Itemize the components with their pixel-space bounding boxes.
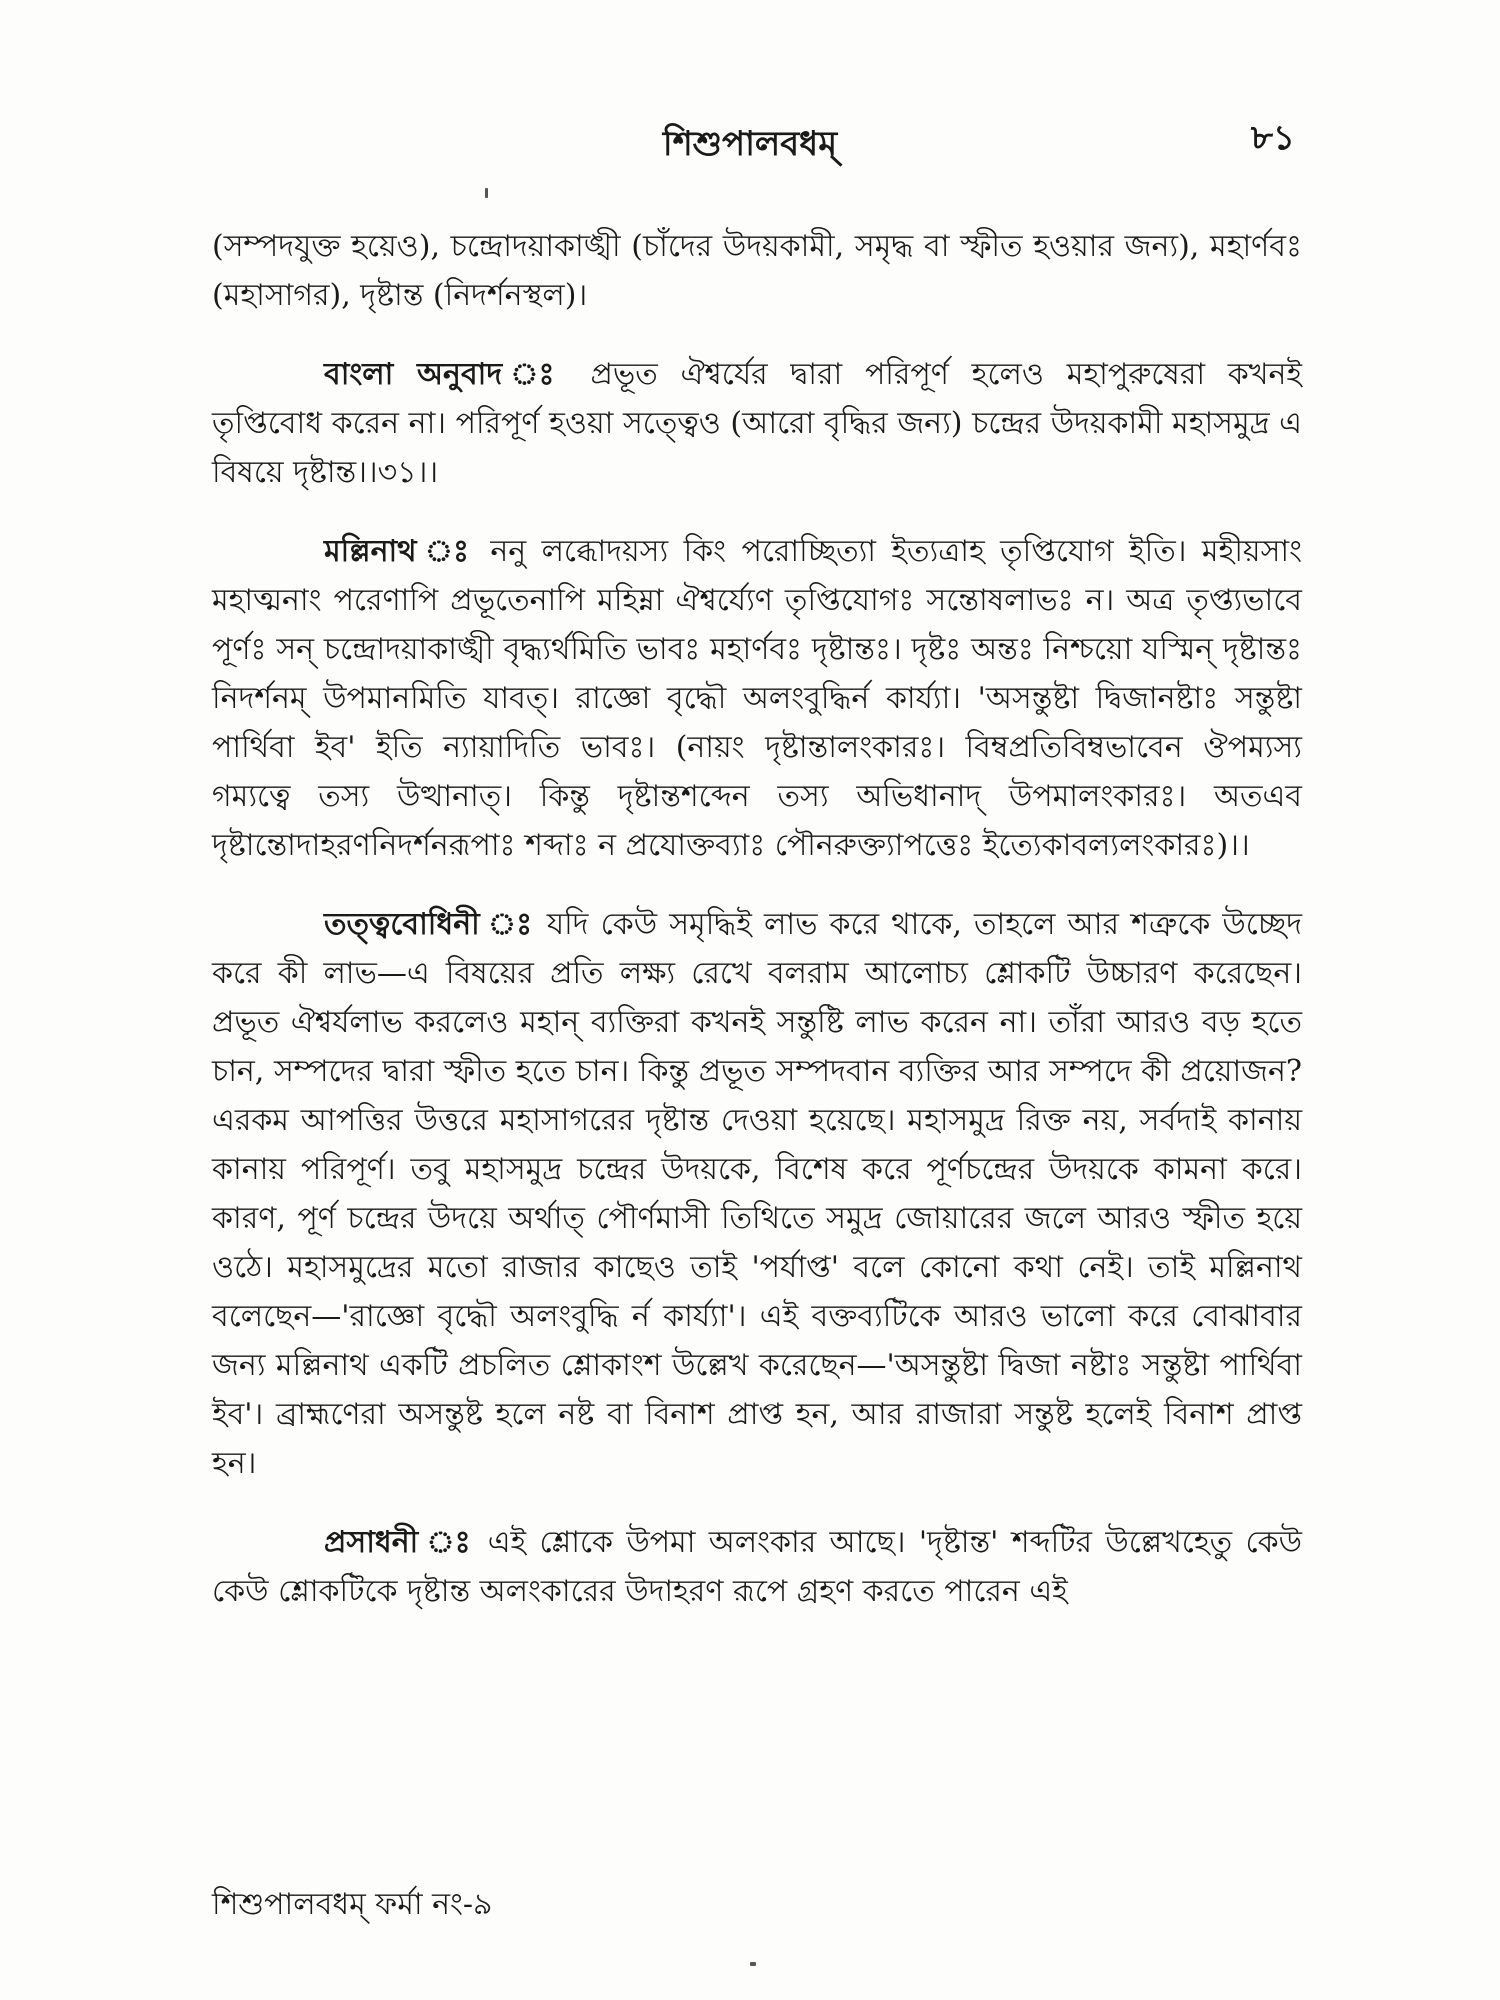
paragraph-mallinatha-commentary <box>212 527 1302 870</box>
paragraph-tattvabodhini <box>212 900 1302 1488</box>
section-label-translation: বাংলা অনুবাদ ঃ <box>324 357 568 392</box>
section-label-mallinatha: মল্লিনাথ ঃ <box>324 534 475 569</box>
section-label-tattvabodhini: তত্ত্ববোধিনী ঃ <box>324 907 535 942</box>
body-text <box>212 222 1302 1646</box>
footer-signature: শিশুপালবধম্ ফর্মা নং-৯ <box>212 1887 493 1922</box>
paragraph-prasadhani <box>212 1518 1302 1616</box>
running-head-title: শিশুপালবধম্ <box>662 124 838 164</box>
section-label-prasadhani: প্রসাধনী ঃ <box>324 1525 475 1560</box>
scan-speck <box>485 188 488 198</box>
scan-speck <box>750 1962 756 1966</box>
paragraph-text: এই শ্লোকে উপমা অলংকার আছে। 'দৃষ্টান্ত' শব্দটির উল্লেখহেতু কেউ কেউ শ্লোকটিকে দৃষ্টান্ত অলংকারের উদাহরণ রূপে গ্রহণ করতে পারেন এই <box>212 1525 1302 1609</box>
paragraph-text: প্রভূত ঐশ্বর্যের দ্বারা পরিপূর্ণ হলেও মহাপুরুষেরা কখনই তৃপ্তিবোধ করেন না। পরিপূর্ণ হওয়া সত্ত্বেও (আরো বৃদ্ধির জন্য) চন্দ্রের উদয়কামী মহাসমুদ্র এ বিষয়ে দৃষ্টান্ত।।৩১।। <box>212 357 1303 490</box>
page-number: ৮১ <box>1250 118 1295 158</box>
paragraph-bangla-translation <box>212 350 1302 497</box>
paragraph-text: যদি কেউ সমৃদ্ধিই লাভ করে থাকে, তাহলে আর শত্রুকে উচ্ছেদ করে কী লাভ—এ বিষয়ের প্রতি লক্ষ্য রেখে বলরাম আলোচ্য শ্লোকটি উচ্চারণ করেছেন। প্রভূত ঐশ্বর্যলাভ করলেও মহান্ ব্যক্তিরা কখনই সন্তুষ্টি লাভ করেন না। তাঁরা আরও বড় হতে চান, সম্পদের দ্বারা স্ফীত হতে চান। কিন্তু প্রভূত সম্পদবান ব্যক্তির আর সম্পদে কী প্রয়োজন? এরকম আপত্তির উত্তরে মহাসাগরের দৃষ্টান্ত দেওয়া হয়েছে। মহাসমুদ্র রিক্ত নয়, সর্বদাই কানায় কানায় পরিপূর্ণ। তবু মহাসমুদ্র চন্দ্রের উদয়কে, বিশেষ করে পূর্ণচন্দ্রের উদয়কে কামনা করে। কারণ, পূর্ণ চন্দ্রের উদয়ে অর্থাত্ পৌর্ণমাসী তিথিতে সমুদ্র জোয়ারের জলে আরও স্ফীত হয়ে ওঠে। মহাসমুদ্রের মতো রাজার কাছেও তাই 'পর্যাপ্ত' বলে কোনো কথা নেই। তাই মল্লিনাথ বলেছেন—'রাজ্ঞো বৃদ্ধৌ অলংবুদ্ধি র্ন কার্য্যা'। এই বক্তব্যটিকে আরও ভালো করে বোঝাবার জন্য মল্লিনাথ একটি প্রচলিত শ্লোকাংশ উল্লেখ করেছেন—'অসন্তুষ্টা দ্বিজা নষ্টাঃ সন্তুষ্টা পার্থিবা ইব'। ব্রাহ্মণেরা অসন্তুষ্ট হলে নষ্ট বা বিনাশ প্রাপ্ত হন, আর রাজারা সন্তুষ্ট হলেই বিনাশ প্রাপ্ত হন। <box>212 907 1302 1481</box>
paragraph-text: ননু লব্ধোদয়স্য কিং পরোচ্ছিত্যা ইত্যত্রাহ তৃপ্তিযোগ ইতি। মহীয়সাং মহাত্মনাং পরেণাপি প্রভূতেনাপি মহিম্না ঐশ্বর্য্যেণ তৃপ্তিযোগঃ সন্তোষলাভঃ ন। অত্র তৃপ্ত্যভাবে পূর্ণঃ সন্ চন্দ্রোদয়াকাঙ্খী বৃদ্ধ্যর্থমিতি ভাবঃ মহার্ণবঃ দৃষ্টান্তঃ। দৃষ্টঃ অন্তঃ নিশ্চয়ো যস্মিন্ দৃষ্টান্তঃ নিদর্শনম্ উপমানমিতি যাবত্। রাজ্ঞো বৃদ্ধৌ অলংবুদ্ধির্ন কার্য্যা। 'অসন্তুষ্টা দ্বিজানষ্টাঃ সন্তুষ্টা পার্থিবা ইব' ইতি ন্যায়াদিতি ভাবঃ। (নায়ং দৃষ্টান্তালংকারঃ। বিম্বপ্রতিবিম্বভাবেন ঔপম্যস্য গম্যত্বে তস্য উত্থানাত্। কিন্তু দৃষ্টান্তশব্দেন তস্য অভিধানাদ্ উপমালংকারঃ। অতএব দৃষ্টান্তোদাহরণনিদর্শনরূপাঃ শব্দাঃ ন প্রযোক্তব্যাঃ পৌনরুক্ত্যাপত্তেঃ ইত্যেকাবল্যলংকারঃ)।। <box>212 534 1302 863</box>
paragraph-word-meanings-continued <box>212 222 1302 320</box>
paragraph-text: (সম্পদযুক্ত হয়েও), চন্দ্রোদয়াকাঙ্খী (চাঁদের উদয়কামী, সমৃদ্ধ বা স্ফীত হওয়ার জন্য), মহার্ণবঃ (মহাসাগর), দৃষ্টান্ত (নিদর্শনস্থল)। <box>212 229 1302 313</box>
